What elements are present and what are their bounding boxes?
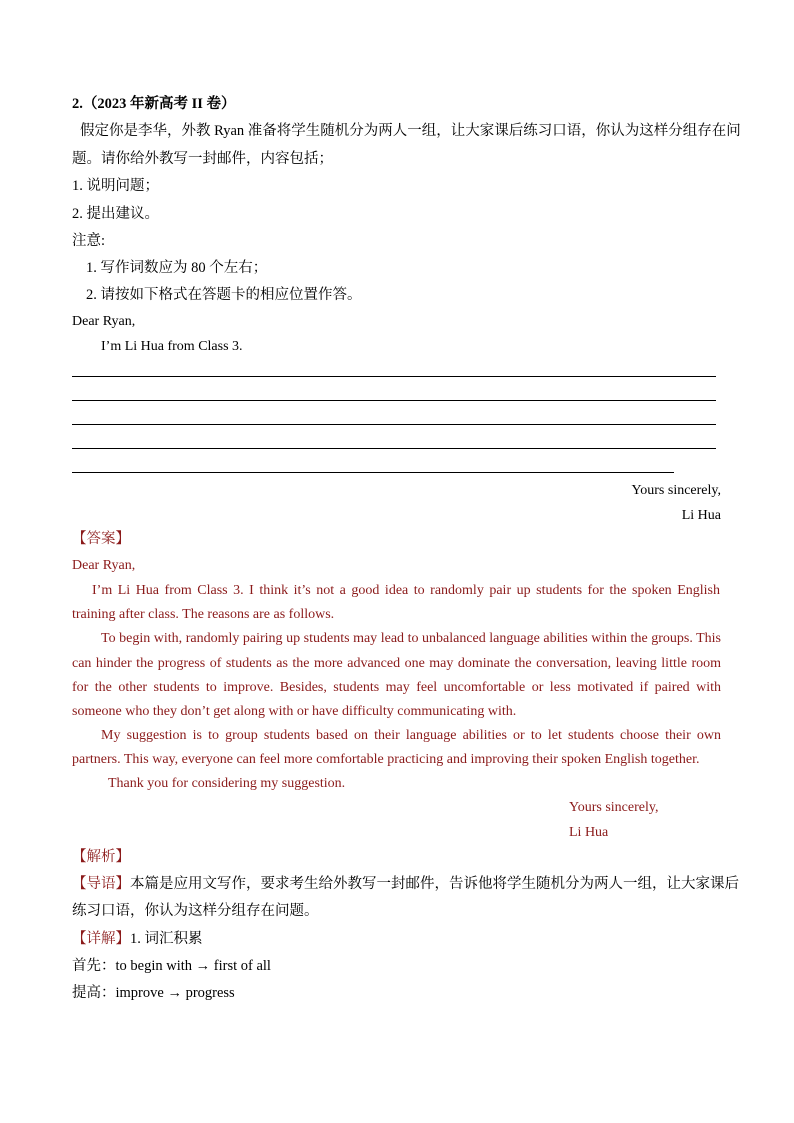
vocab-item-1: 首先：to begin with → first of all bbox=[72, 958, 271, 974]
answer-line bbox=[72, 424, 716, 425]
note-item-2: 2. 请按如下格式在答题卡的相应位置作答。 bbox=[86, 287, 362, 303]
letter-greeting: Dear Ryan, bbox=[72, 314, 136, 329]
letter-signature: Li Hua bbox=[681, 508, 721, 523]
answer-paragraph-line: someone who they don’t get along with or have difficulty communicating with. bbox=[72, 704, 517, 719]
answer-paragraph-line: for the other students to improve. Besides, students may feel uncomfortable or less motivated if paired with bbox=[72, 680, 721, 695]
guide-text: 本篇是应用文写作，要求考生给外教写一封邮件，告诉他将学生随机分为两人一组，让大家课后 bbox=[130, 876, 739, 892]
content-item-2: 2. 提出建议。 bbox=[72, 206, 159, 222]
answer-line bbox=[72, 400, 716, 401]
answer-line bbox=[72, 448, 716, 449]
question-number-title: 2.（2023 年新高考 II 卷） bbox=[72, 96, 236, 112]
vocab-item-2: 提高：improve → progress bbox=[72, 985, 235, 1001]
detail-title: 1. 词汇积累 bbox=[130, 931, 203, 947]
answer-greeting: Dear Ryan, bbox=[72, 558, 136, 573]
answer-label: 【答案】 bbox=[72, 531, 130, 547]
answer-line bbox=[72, 376, 716, 377]
answer-paragraph-line: training after class. The reasons are as follows. bbox=[72, 607, 335, 622]
answer-paragraph-line: To begin with, randomly pairing up students may lead to unbalanced language abilities within the groups. This bbox=[101, 631, 721, 646]
analysis-label: 【解析】 bbox=[72, 849, 130, 865]
letter-opening: I’m Li Hua from Class 3. bbox=[101, 339, 243, 354]
answer-paragraph-line: can hinder the progress of students as the more advanced one may dominate the conversation, leaving little room bbox=[72, 656, 721, 671]
answer-signature: Li Hua bbox=[569, 825, 609, 840]
prompt-line-1: 假定你是李华，外教 Ryan 准备将学生随机分为两人一组，让大家课后练习口语，你认为这样分组存在问 bbox=[80, 123, 741, 139]
answer-paragraph-line: partners. This way, everyone can feel more comfortable practicing and improving their spoken English together. bbox=[72, 752, 700, 767]
answer-paragraph-line: I’m Li Hua from Class 3. I think it’s not a good idea to randomly pair up students for the spoken English bbox=[92, 583, 720, 598]
guide-line-2: 练习口语，你认为这样分组存在问题。 bbox=[72, 903, 319, 919]
content-item-1: 1. 说明问题； bbox=[72, 178, 159, 194]
answer-paragraph-line: Thank you for considering my suggestion. bbox=[108, 776, 346, 791]
guide-line-1 bbox=[72, 875, 739, 893]
note-item-1: 1. 写作词数应为 80 个左右； bbox=[86, 260, 268, 276]
answer-line bbox=[72, 472, 674, 473]
answer-closing: Yours sincerely, bbox=[569, 800, 659, 815]
detail-label: 【详解】 bbox=[72, 931, 130, 947]
note-label: 注意: bbox=[72, 233, 106, 249]
letter-closing: Yours sincerely, bbox=[631, 483, 721, 498]
guide-label: 【导语】 bbox=[72, 876, 130, 892]
prompt-line-2: 题。请你给外教写一封邮件，内容包括； bbox=[72, 151, 333, 167]
detail-line bbox=[72, 930, 203, 948]
answer-paragraph-line: My suggestion is to group students based on their language abilities or to let students choose their own bbox=[101, 728, 721, 743]
